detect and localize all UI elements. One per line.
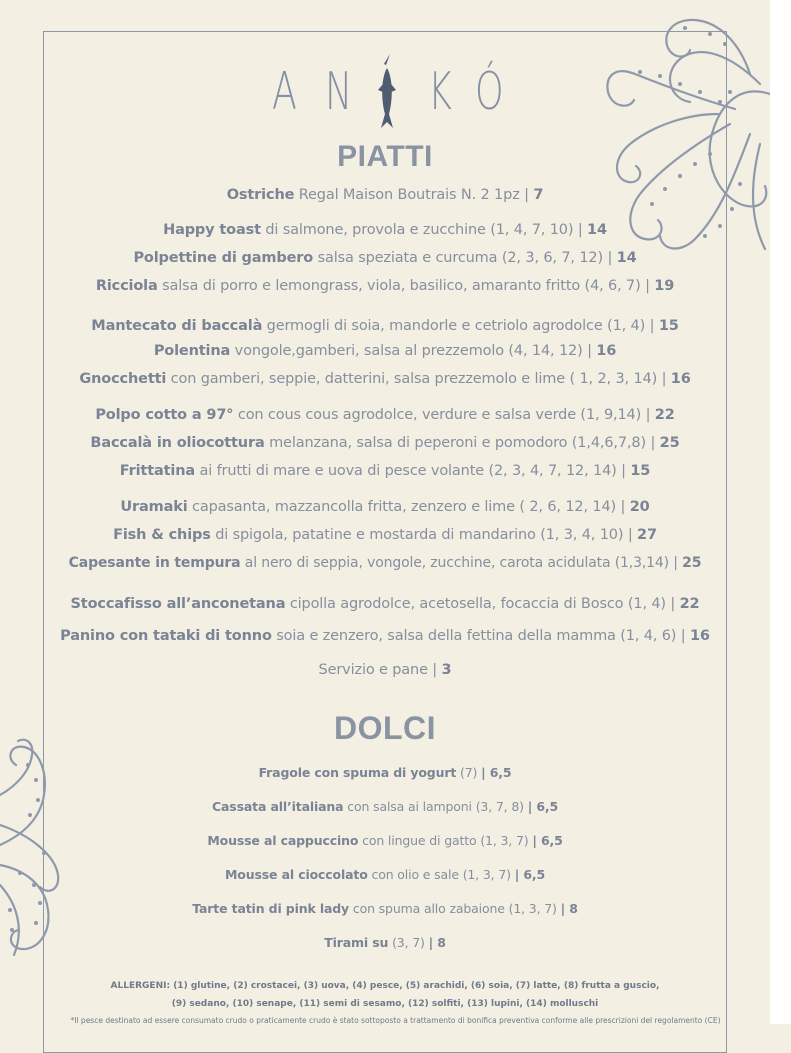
piatti-heading: PIATTI [337,140,433,173]
service-charge: Servizio e pane | 3 [318,662,452,678]
allergen-legend-line-1: ALLERGENI: (1) glutine, (2) crostacei, (3) uova, (4) pesce, (5) arachidi, (6) soia, (7) latte, (8) frutta a guscio, [110,981,660,991]
logo-letter-n: N [325,62,353,122]
page-edge [770,0,791,1024]
dolci-heading: DOLCI [333,710,437,746]
menu-item: Fish & chips di spigola, patatine e mostarda di mandarino (1, 3, 4, 10) | 27 [113,527,657,543]
logo-letter-a: A [272,62,297,122]
brand-logo [260,52,510,132]
menu-item: Ostriche Regal Maison Boutrais N. 2 1pz | 7 [226,187,544,203]
logo-letter-o: Ó [475,62,504,122]
dessert-item: Tarte tatin di pink lady con spuma allo zabaione (1, 3, 7) | 8 [192,901,578,916]
dessert-item: Mousse al cioccolato con olio e sale (1, 3, 7) | 6,5 [224,867,546,882]
menu-item: Uramaki capasanta, mazzancolla fritta, zenzero e lime ( 2, 6, 12, 14) | 20 [120,499,650,515]
menu-item: Polpo cotto a 97° con cous cous agrodolce, verdure e salsa verde (1, 9,14) | 22 [95,407,675,423]
dessert-item: Mousse al cappuccino con lingue di gatto (1, 3, 7) | 6,5 [207,833,563,848]
menu-item: Frittatina ai frutti di mare e uova di pesce volante (2, 3, 4, 7, 12, 14) | 15 [119,463,651,479]
dessert-item: Cassata all’italiana con salsa ai lamponi (3, 7, 8) | 6,5 [211,799,559,814]
menu-item: Stoccafisso all’anconetana cipolla agrodolce, acetosella, focaccia di Bosco (1, 4) | 22 [70,596,700,612]
menu-item: Gnocchetti con gamberi, seppie, datterini, salsa prezzemolo e lime ( 1, 2, 3, 14) | 16 [79,371,691,387]
dessert-item: Fragole con spuma di yogurt (7) | 6,5 [258,765,512,780]
menu-item: Ricciola salsa di porro e lemongrass, viola, basilico, amaranto fritto (4, 6, 7) | 19 [95,278,675,294]
menu-item: Mantecato di baccalà germogli di soia, mandorle e cetriolo agrodolce (1, 4) | 15 [91,318,679,334]
menu-item: Polpettine di gambero salsa speziata e curcuma (2, 3, 6, 7, 12) | 14 [133,250,637,266]
logo-letter-k: K [428,62,452,122]
raw-fish-disclaimer: *Il pesce destinato ad essere consumato crudo o praticamente crudo è stato sottoposto a trattamento di bonifica preventiva conforme alle prescrizioni del regolamento (CE) [70,1016,721,1025]
menu-item: Baccalà in oliocottura melanzana, salsa di peperoni e pomodoro (1,4,6,7,8) | 25 [90,435,680,451]
menu-item: Capesante in tempura al nero di seppia, vongole, zucchine, carota acidulata (1,3,14) | 25 [68,555,702,571]
dessert-item: Tirami su (3, 7) | 8 [324,935,446,950]
menu-item: Panino con tataki di tonno soia e zenzero, salsa della fettina della mamma (1, 4, 6) | 16 [60,628,710,644]
menu-item: Happy toast di salmone, provola e zucchine (1, 4, 7, 10) | 14 [163,222,607,238]
fish-icon [377,54,397,132]
allergen-legend-line-2: (9) sedano, (10) senape, (11) semi di sesamo, (12) solfiti, (13) lupini, (14) molluschi [171,999,599,1009]
menu-item: Polentina vongole,gamberi, salsa al prezzemolo (4, 14, 12) | 16 [153,343,617,359]
